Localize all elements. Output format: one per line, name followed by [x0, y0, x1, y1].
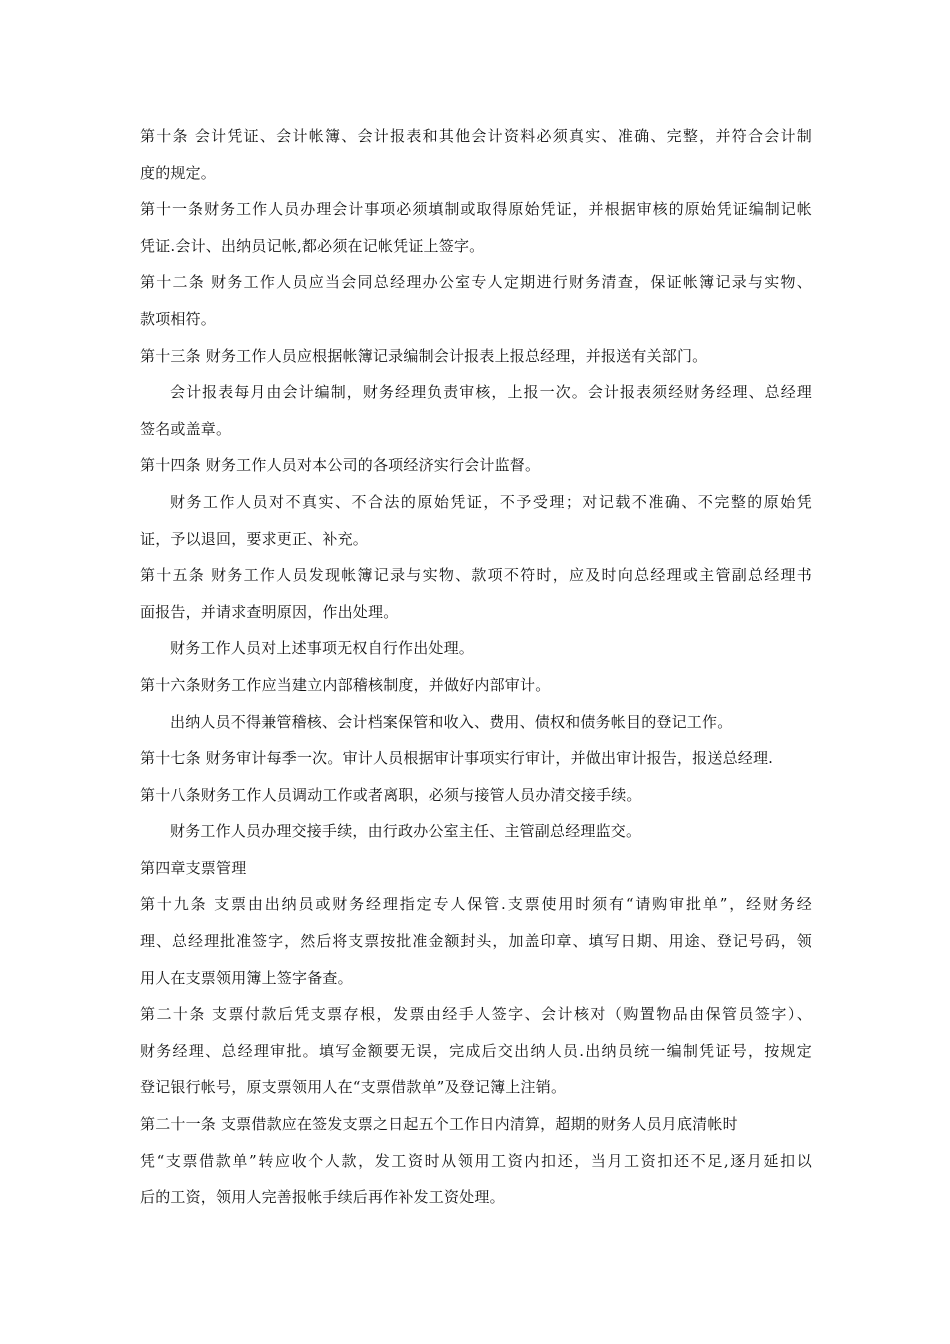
text-line: 第二十一条 支票借款应在签发支票之日起五个工作日内清算，超期的财务人员月底清帐时: [140, 1115, 738, 1134]
text-line: 第十四条 财务工作人员对本公司的各项经济实行会计监督。: [140, 456, 541, 475]
text-line: 第四章支票管理: [140, 858, 247, 877]
paragraph-article-12: [140, 264, 812, 337]
text-line: 财务经理、总经理审批。填写金额要无误，完成后交出纳人员.出纳员统一编制凭证号，按规定: [140, 1041, 812, 1060]
text-line: 财务工作人员对上述事项无权自行作出处理。: [170, 639, 475, 658]
text-line: 第十条 会计凭证、会计帐簿、会计报表和其他会计资料必须真实、准确、完整，并符合会计制: [140, 127, 812, 145]
text-line: 凭“支票借款单”转应收个人款，发工资时从领用工资内扣还，当月工资扣还不足,逐月延扣以: [140, 1151, 812, 1170]
paragraph-article-16-detail: [140, 704, 812, 741]
paragraph-article-18-detail: [140, 813, 812, 850]
text-line: 度的规定。: [140, 163, 217, 182]
chapter-heading: [140, 850, 812, 887]
text-line: 第十二条 财务工作人员应当会同总经理办公室专人定期进行财务清查，保证帐簿记录与实物、: [140, 273, 812, 292]
paragraph-article-16: [140, 667, 812, 704]
text-line: 登记银行帐号，原支票领用人在“支票借款单”及登记簿上注销。: [140, 1078, 567, 1097]
text-line: 财务工作人员对不真实、不合法的原始凭证，不予受理；对记载不准确、不完整的原始凭: [170, 492, 812, 511]
text-line: 用人在支票领用簿上签字备查。: [140, 968, 353, 987]
text-line: 后的工资，领用人完善报帐手续后再作补发工资处理。: [140, 1188, 505, 1207]
text-line: 第十五条 财务工作人员发现帐簿记录与实物、款项不符时，应及时向总经理或主管副总经理书: [140, 566, 812, 585]
text-line: 第十六条财务工作应当建立内部稽核制度，并做好内部审计。: [140, 675, 551, 694]
text-line: 第十八条财务工作人员调动工作或者离职，必须与接管人员办清交接手续。: [140, 785, 642, 804]
paragraph-article-14: [140, 447, 812, 484]
paragraph-article-20: [140, 996, 812, 1106]
paragraph-article-13-detail: [140, 374, 812, 447]
document-page: [140, 118, 812, 1216]
text-line: 面报告，并请求查明原因，作出处理。: [140, 602, 399, 621]
text-line: 第二十条 支票付款后凭支票存根，发票由经手人签字、会计核对（购置物品由保管员签字）、: [140, 1005, 812, 1024]
paragraph-article-19: [140, 886, 812, 996]
text-line: 理、总经理批准签字，然后将支票按批准金额封头，加盖印章、填写日期、用途、登记号码，领: [140, 932, 812, 951]
paragraph-article-17: [140, 740, 812, 777]
paragraph-article-15-detail: [140, 630, 812, 667]
text-line: 会计报表每月由会计编制，财务经理负责审核，上报一次。会计报表须经财务经理、总经理: [170, 383, 812, 402]
text-line: 凭证.会计、出纳员记帐,都必须在记帐凭证上签字。: [140, 236, 485, 255]
text-line: 第十三条 财务工作人员应根据帐簿记录编制会计报表上报总经理，并报送有关部门。: [140, 346, 708, 365]
paragraph-article-15: [140, 557, 812, 630]
text-line: 款项相符。: [140, 309, 217, 328]
paragraph-article-18: [140, 777, 812, 814]
text-line: 第十一条财务工作人员办理会计事项必须填制或取得原始凭证，并根据审核的原始凭证编制记帐: [140, 200, 812, 219]
text-line: 第十九条 支票由出纳员或财务经理指定专人保管.支票使用时须有“请购审批单”，经财务经: [140, 895, 812, 914]
paragraph-article-11: [140, 191, 812, 264]
text-line: 出纳人员不得兼管稽核、会计档案保管和收入、费用、债权和债务帐目的登记工作。: [170, 712, 733, 731]
paragraph-article-13: [140, 338, 812, 375]
paragraph-article-21: [140, 1106, 812, 1216]
text-line: 证，予以退回，要求更正、补充。: [140, 529, 369, 548]
text-line: 第十七条 财务审计每季一次。审计人员根据审计事项实行审计，并做出审计报告，报送总经理.: [140, 749, 774, 768]
text-line: 签名或盖章。: [140, 419, 232, 438]
paragraph-article-10: [140, 118, 812, 191]
paragraph-article-14-detail: [140, 484, 812, 557]
text-line: 财务工作人员办理交接手续，由行政办公室主任、主管副总经理监交。: [170, 822, 642, 841]
